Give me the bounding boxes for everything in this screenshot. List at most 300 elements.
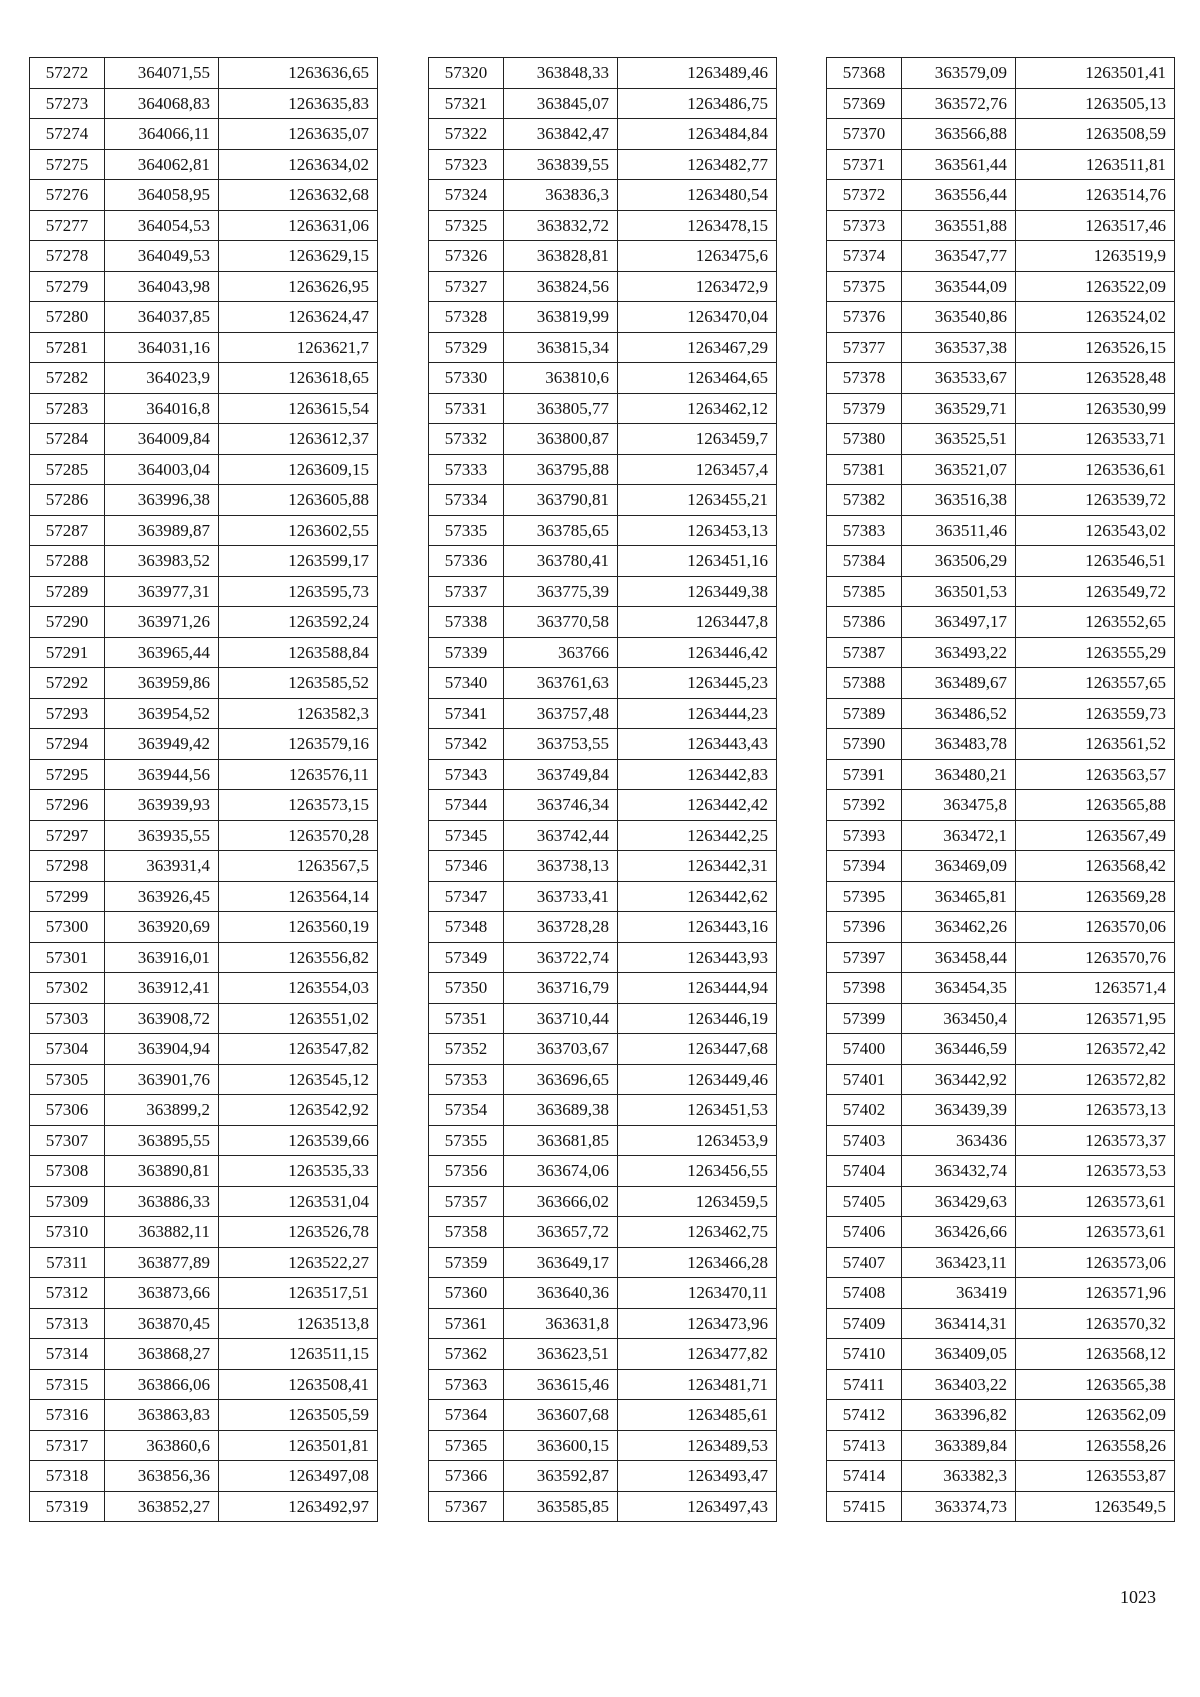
y-coordinate-cell: 1263467,29 bbox=[618, 332, 777, 363]
x-coordinate-cell: 363419 bbox=[902, 1278, 1016, 1309]
y-coordinate-cell: 1263482,77 bbox=[618, 149, 777, 180]
point-number-cell: 57336 bbox=[429, 546, 504, 577]
y-coordinate-cell: 1263442,83 bbox=[618, 759, 777, 790]
table-row bbox=[429, 1125, 777, 1156]
point-number-cell: 57391 bbox=[827, 759, 902, 790]
table-row bbox=[30, 790, 378, 821]
x-coordinate-cell: 363839,55 bbox=[504, 149, 618, 180]
x-coordinate-cell: 363649,17 bbox=[504, 1247, 618, 1278]
point-number-cell: 57400 bbox=[827, 1034, 902, 1065]
y-coordinate-cell: 1263511,15 bbox=[219, 1339, 378, 1370]
y-coordinate-cell: 1263588,84 bbox=[219, 637, 378, 668]
x-coordinate-cell: 363703,67 bbox=[504, 1034, 618, 1065]
x-coordinate-cell: 363710,44 bbox=[504, 1003, 618, 1034]
point-number-cell: 57294 bbox=[30, 729, 105, 760]
y-coordinate-cell: 1263481,71 bbox=[618, 1369, 777, 1400]
y-coordinate-cell: 1263635,07 bbox=[219, 119, 378, 150]
point-number-cell: 57367 bbox=[429, 1491, 504, 1522]
x-coordinate-cell: 363442,92 bbox=[902, 1064, 1016, 1095]
point-number-cell: 57311 bbox=[30, 1247, 105, 1278]
table-row bbox=[30, 88, 378, 119]
x-coordinate-cell: 363414,31 bbox=[902, 1308, 1016, 1339]
table-row bbox=[827, 180, 1175, 211]
table-row bbox=[827, 241, 1175, 272]
table-row bbox=[30, 1125, 378, 1156]
x-coordinate-cell: 363615,46 bbox=[504, 1369, 618, 1400]
point-number-cell: 57283 bbox=[30, 393, 105, 424]
y-coordinate-cell: 1263592,24 bbox=[219, 607, 378, 638]
x-coordinate-cell: 363795,88 bbox=[504, 454, 618, 485]
table-row bbox=[30, 1064, 378, 1095]
point-number-cell: 57344 bbox=[429, 790, 504, 821]
x-coordinate-cell: 363775,39 bbox=[504, 576, 618, 607]
x-coordinate-cell: 363436 bbox=[902, 1125, 1016, 1156]
table-row bbox=[827, 1156, 1175, 1187]
y-coordinate-cell: 1263444,94 bbox=[618, 973, 777, 1004]
table-row bbox=[30, 912, 378, 943]
table-row bbox=[429, 1491, 777, 1522]
x-coordinate-cell: 363556,44 bbox=[902, 180, 1016, 211]
x-coordinate-cell: 363824,56 bbox=[504, 271, 618, 302]
point-number-cell: 57296 bbox=[30, 790, 105, 821]
table-row bbox=[30, 1217, 378, 1248]
point-number-cell: 57277 bbox=[30, 210, 105, 241]
table-row bbox=[429, 973, 777, 1004]
table-row bbox=[827, 1186, 1175, 1217]
y-coordinate-cell: 1263497,43 bbox=[618, 1491, 777, 1522]
y-coordinate-cell: 1263562,09 bbox=[1016, 1400, 1175, 1431]
x-coordinate-cell: 363493,22 bbox=[902, 637, 1016, 668]
y-coordinate-cell: 1263449,46 bbox=[618, 1064, 777, 1095]
x-coordinate-cell: 363566,88 bbox=[902, 119, 1016, 150]
y-coordinate-cell: 1263621,7 bbox=[219, 332, 378, 363]
table-row bbox=[30, 58, 378, 89]
x-coordinate-cell: 363926,45 bbox=[105, 881, 219, 912]
table-row bbox=[827, 576, 1175, 607]
y-coordinate-cell: 1263535,33 bbox=[219, 1156, 378, 1187]
table-row bbox=[30, 393, 378, 424]
point-number-cell: 57404 bbox=[827, 1156, 902, 1187]
coordinates-table-1 bbox=[29, 57, 378, 1522]
x-coordinate-cell: 363409,05 bbox=[902, 1339, 1016, 1370]
point-number-cell: 57370 bbox=[827, 119, 902, 150]
y-coordinate-cell: 1263522,27 bbox=[219, 1247, 378, 1278]
y-coordinate-cell: 1263533,71 bbox=[1016, 424, 1175, 455]
table-row bbox=[827, 668, 1175, 699]
point-number-cell: 57409 bbox=[827, 1308, 902, 1339]
table-row bbox=[429, 1034, 777, 1065]
point-number-cell: 57353 bbox=[429, 1064, 504, 1095]
y-coordinate-cell: 1263484,84 bbox=[618, 119, 777, 150]
x-coordinate-cell: 363877,89 bbox=[105, 1247, 219, 1278]
point-number-cell: 57342 bbox=[429, 729, 504, 760]
x-coordinate-cell: 363852,27 bbox=[105, 1491, 219, 1522]
y-coordinate-cell: 1263568,12 bbox=[1016, 1339, 1175, 1370]
table-row bbox=[30, 119, 378, 150]
x-coordinate-cell: 364016,8 bbox=[105, 393, 219, 424]
point-number-cell: 57389 bbox=[827, 698, 902, 729]
x-coordinate-cell: 363623,51 bbox=[504, 1339, 618, 1370]
y-coordinate-cell: 1263514,76 bbox=[1016, 180, 1175, 211]
x-coordinate-cell: 363832,72 bbox=[504, 210, 618, 241]
y-coordinate-cell: 1263556,82 bbox=[219, 942, 378, 973]
x-coordinate-cell: 363944,56 bbox=[105, 759, 219, 790]
y-coordinate-cell: 1263582,3 bbox=[219, 698, 378, 729]
point-number-cell: 57331 bbox=[429, 393, 504, 424]
x-coordinate-cell: 363996,38 bbox=[105, 485, 219, 516]
table-row bbox=[429, 546, 777, 577]
point-number-cell: 57382 bbox=[827, 485, 902, 516]
table-row bbox=[429, 1461, 777, 1492]
table-row bbox=[827, 88, 1175, 119]
table-row bbox=[30, 1186, 378, 1217]
x-coordinate-cell: 364009,84 bbox=[105, 424, 219, 455]
table-row bbox=[827, 1064, 1175, 1095]
table-row bbox=[30, 454, 378, 485]
y-coordinate-cell: 1263472,9 bbox=[618, 271, 777, 302]
point-number-cell: 57393 bbox=[827, 820, 902, 851]
y-coordinate-cell: 1263497,08 bbox=[219, 1461, 378, 1492]
table-row bbox=[827, 454, 1175, 485]
point-number-cell: 57395 bbox=[827, 881, 902, 912]
x-coordinate-cell: 363728,28 bbox=[504, 912, 618, 943]
table-row bbox=[827, 1278, 1175, 1309]
table-row bbox=[429, 515, 777, 546]
point-number-cell: 57273 bbox=[30, 88, 105, 119]
y-coordinate-cell: 1263485,61 bbox=[618, 1400, 777, 1431]
x-coordinate-cell: 363716,79 bbox=[504, 973, 618, 1004]
point-number-cell: 57303 bbox=[30, 1003, 105, 1034]
x-coordinate-cell: 363579,09 bbox=[902, 58, 1016, 89]
y-coordinate-cell: 1263561,52 bbox=[1016, 729, 1175, 760]
y-coordinate-cell: 1263524,02 bbox=[1016, 302, 1175, 333]
point-number-cell: 57310 bbox=[30, 1217, 105, 1248]
point-number-cell: 57383 bbox=[827, 515, 902, 546]
table-row bbox=[30, 1156, 378, 1187]
y-coordinate-cell: 1263599,17 bbox=[219, 546, 378, 577]
point-number-cell: 57390 bbox=[827, 729, 902, 760]
table-row bbox=[30, 881, 378, 912]
y-coordinate-cell: 1263505,13 bbox=[1016, 88, 1175, 119]
table-row bbox=[827, 1247, 1175, 1278]
point-number-cell: 57346 bbox=[429, 851, 504, 882]
x-coordinate-cell: 363989,87 bbox=[105, 515, 219, 546]
table-row bbox=[30, 271, 378, 302]
point-number-cell: 57343 bbox=[429, 759, 504, 790]
table-row bbox=[827, 1339, 1175, 1370]
table-row bbox=[30, 973, 378, 1004]
y-coordinate-cell: 1263635,83 bbox=[219, 88, 378, 119]
x-coordinate-cell: 363600,15 bbox=[504, 1430, 618, 1461]
y-coordinate-cell: 1263508,59 bbox=[1016, 119, 1175, 150]
y-coordinate-cell: 1263480,54 bbox=[618, 180, 777, 211]
table-row bbox=[30, 637, 378, 668]
x-coordinate-cell: 364023,9 bbox=[105, 363, 219, 394]
point-number-cell: 57358 bbox=[429, 1217, 504, 1248]
table-row bbox=[30, 607, 378, 638]
point-number-cell: 57319 bbox=[30, 1491, 105, 1522]
y-coordinate-cell: 1263470,11 bbox=[618, 1278, 777, 1309]
y-coordinate-cell: 1263508,41 bbox=[219, 1369, 378, 1400]
y-coordinate-cell: 1263526,15 bbox=[1016, 332, 1175, 363]
x-coordinate-cell: 363860,6 bbox=[105, 1430, 219, 1461]
x-coordinate-cell: 363544,09 bbox=[902, 271, 1016, 302]
x-coordinate-cell: 363458,44 bbox=[902, 942, 1016, 973]
table-row bbox=[30, 424, 378, 455]
point-number-cell: 57386 bbox=[827, 607, 902, 638]
table-row bbox=[827, 515, 1175, 546]
x-coordinate-cell: 363866,06 bbox=[105, 1369, 219, 1400]
point-number-cell: 57378 bbox=[827, 363, 902, 394]
x-coordinate-cell: 363486,52 bbox=[902, 698, 1016, 729]
y-coordinate-cell: 1263568,42 bbox=[1016, 851, 1175, 882]
x-coordinate-cell: 363971,26 bbox=[105, 607, 219, 638]
table-row bbox=[429, 302, 777, 333]
point-number-cell: 57292 bbox=[30, 668, 105, 699]
table-row bbox=[30, 759, 378, 790]
table-row bbox=[827, 424, 1175, 455]
table-row bbox=[30, 942, 378, 973]
y-coordinate-cell: 1263551,02 bbox=[219, 1003, 378, 1034]
y-coordinate-cell: 1263565,88 bbox=[1016, 790, 1175, 821]
x-coordinate-cell: 363607,68 bbox=[504, 1400, 618, 1431]
x-coordinate-cell: 363770,58 bbox=[504, 607, 618, 638]
y-coordinate-cell: 1263462,12 bbox=[618, 393, 777, 424]
table-row bbox=[827, 942, 1175, 973]
point-number-cell: 57309 bbox=[30, 1186, 105, 1217]
point-number-cell: 57334 bbox=[429, 485, 504, 516]
coordinates-table-3 bbox=[826, 57, 1175, 1522]
x-coordinate-cell: 364043,98 bbox=[105, 271, 219, 302]
point-number-cell: 57284 bbox=[30, 424, 105, 455]
y-coordinate-cell: 1263542,92 bbox=[219, 1095, 378, 1126]
x-coordinate-cell: 363868,27 bbox=[105, 1339, 219, 1370]
y-coordinate-cell: 1263442,62 bbox=[618, 881, 777, 912]
y-coordinate-cell: 1263560,19 bbox=[219, 912, 378, 943]
point-number-cell: 57288 bbox=[30, 546, 105, 577]
table-row bbox=[429, 119, 777, 150]
y-coordinate-cell: 1263446,42 bbox=[618, 637, 777, 668]
point-number-cell: 57369 bbox=[827, 88, 902, 119]
table-row bbox=[30, 851, 378, 882]
table-row bbox=[429, 912, 777, 943]
y-coordinate-cell: 1263572,42 bbox=[1016, 1034, 1175, 1065]
table-row bbox=[30, 1003, 378, 1034]
y-coordinate-cell: 1263513,8 bbox=[219, 1308, 378, 1339]
y-coordinate-cell: 1263449,38 bbox=[618, 576, 777, 607]
table-row bbox=[827, 1369, 1175, 1400]
table-row bbox=[429, 668, 777, 699]
table-row bbox=[30, 210, 378, 241]
point-number-cell: 57285 bbox=[30, 454, 105, 485]
point-number-cell: 57274 bbox=[30, 119, 105, 150]
x-coordinate-cell: 363640,36 bbox=[504, 1278, 618, 1309]
x-coordinate-cell: 363983,52 bbox=[105, 546, 219, 577]
x-coordinate-cell: 363819,99 bbox=[504, 302, 618, 333]
y-coordinate-cell: 1263459,5 bbox=[618, 1186, 777, 1217]
point-number-cell: 57411 bbox=[827, 1369, 902, 1400]
point-number-cell: 57373 bbox=[827, 210, 902, 241]
point-number-cell: 57348 bbox=[429, 912, 504, 943]
y-coordinate-cell: 1263563,57 bbox=[1016, 759, 1175, 790]
table-row bbox=[827, 1003, 1175, 1034]
point-number-cell: 57302 bbox=[30, 973, 105, 1004]
x-coordinate-cell: 363920,69 bbox=[105, 912, 219, 943]
x-coordinate-cell: 364049,53 bbox=[105, 241, 219, 272]
point-number-cell: 57407 bbox=[827, 1247, 902, 1278]
point-number-cell: 57278 bbox=[30, 241, 105, 272]
x-coordinate-cell: 364003,04 bbox=[105, 454, 219, 485]
point-number-cell: 57299 bbox=[30, 881, 105, 912]
point-number-cell: 57414 bbox=[827, 1461, 902, 1492]
y-coordinate-cell: 1263573,61 bbox=[1016, 1217, 1175, 1248]
x-coordinate-cell: 363561,44 bbox=[902, 149, 1016, 180]
x-coordinate-cell: 363810,6 bbox=[504, 363, 618, 394]
x-coordinate-cell: 363506,29 bbox=[902, 546, 1016, 577]
point-number-cell: 57275 bbox=[30, 149, 105, 180]
table-row bbox=[30, 1430, 378, 1461]
table-row bbox=[429, 363, 777, 394]
table-row bbox=[30, 1095, 378, 1126]
x-coordinate-cell: 363842,47 bbox=[504, 119, 618, 150]
table-row bbox=[429, 210, 777, 241]
table-row bbox=[30, 1369, 378, 1400]
y-coordinate-cell: 1263526,78 bbox=[219, 1217, 378, 1248]
y-coordinate-cell: 1263477,82 bbox=[618, 1339, 777, 1370]
table-row bbox=[30, 1461, 378, 1492]
y-coordinate-cell: 1263470,04 bbox=[618, 302, 777, 333]
y-coordinate-cell: 1263517,51 bbox=[219, 1278, 378, 1309]
x-coordinate-cell: 363785,65 bbox=[504, 515, 618, 546]
y-coordinate-cell: 1263567,5 bbox=[219, 851, 378, 882]
point-number-cell: 57345 bbox=[429, 820, 504, 851]
y-coordinate-cell: 1263570,32 bbox=[1016, 1308, 1175, 1339]
y-coordinate-cell: 1263570,06 bbox=[1016, 912, 1175, 943]
point-number-cell: 57322 bbox=[429, 119, 504, 150]
table-row bbox=[429, 454, 777, 485]
table-row bbox=[827, 729, 1175, 760]
x-coordinate-cell: 363916,01 bbox=[105, 942, 219, 973]
point-number-cell: 57317 bbox=[30, 1430, 105, 1461]
y-coordinate-cell: 1263624,47 bbox=[219, 302, 378, 333]
y-coordinate-cell: 1263631,06 bbox=[219, 210, 378, 241]
point-number-cell: 57321 bbox=[429, 88, 504, 119]
point-number-cell: 57351 bbox=[429, 1003, 504, 1034]
x-coordinate-cell: 363899,2 bbox=[105, 1095, 219, 1126]
x-coordinate-cell: 363462,26 bbox=[902, 912, 1016, 943]
table-row bbox=[429, 607, 777, 638]
y-coordinate-cell: 1263569,28 bbox=[1016, 881, 1175, 912]
x-coordinate-cell: 363501,53 bbox=[902, 576, 1016, 607]
table-row bbox=[429, 790, 777, 821]
point-number-cell: 57405 bbox=[827, 1186, 902, 1217]
point-number-cell: 57413 bbox=[827, 1430, 902, 1461]
y-coordinate-cell: 1263473,96 bbox=[618, 1308, 777, 1339]
point-number-cell: 57415 bbox=[827, 1491, 902, 1522]
table-row bbox=[827, 759, 1175, 790]
table-row bbox=[429, 241, 777, 272]
table-row bbox=[827, 698, 1175, 729]
table-row bbox=[30, 698, 378, 729]
table-row bbox=[827, 210, 1175, 241]
table-row bbox=[429, 149, 777, 180]
table-row bbox=[30, 1278, 378, 1309]
point-number-cell: 57372 bbox=[827, 180, 902, 211]
point-number-cell: 57300 bbox=[30, 912, 105, 943]
table-row bbox=[827, 851, 1175, 882]
point-number-cell: 57332 bbox=[429, 424, 504, 455]
point-number-cell: 57392 bbox=[827, 790, 902, 821]
x-coordinate-cell: 364071,55 bbox=[105, 58, 219, 89]
table-row bbox=[827, 790, 1175, 821]
y-coordinate-cell: 1263629,15 bbox=[219, 241, 378, 272]
point-number-cell: 57406 bbox=[827, 1217, 902, 1248]
point-number-cell: 57307 bbox=[30, 1125, 105, 1156]
table-row bbox=[827, 1217, 1175, 1248]
point-number-cell: 57399 bbox=[827, 1003, 902, 1034]
point-number-cell: 57287 bbox=[30, 515, 105, 546]
x-coordinate-cell: 363389,84 bbox=[902, 1430, 1016, 1461]
y-coordinate-cell: 1263447,8 bbox=[618, 607, 777, 638]
x-coordinate-cell: 363805,77 bbox=[504, 393, 618, 424]
y-coordinate-cell: 1263571,4 bbox=[1016, 973, 1175, 1004]
table-row bbox=[429, 1308, 777, 1339]
x-coordinate-cell: 363908,72 bbox=[105, 1003, 219, 1034]
point-number-cell: 57379 bbox=[827, 393, 902, 424]
x-coordinate-cell: 363959,86 bbox=[105, 668, 219, 699]
point-number-cell: 57365 bbox=[429, 1430, 504, 1461]
point-number-cell: 57371 bbox=[827, 149, 902, 180]
table-row bbox=[30, 149, 378, 180]
x-coordinate-cell: 363483,78 bbox=[902, 729, 1016, 760]
point-number-cell: 57295 bbox=[30, 759, 105, 790]
x-coordinate-cell: 363450,4 bbox=[902, 1003, 1016, 1034]
point-number-cell: 57282 bbox=[30, 363, 105, 394]
x-coordinate-cell: 363516,38 bbox=[902, 485, 1016, 516]
y-coordinate-cell: 1263522,09 bbox=[1016, 271, 1175, 302]
point-number-cell: 57387 bbox=[827, 637, 902, 668]
point-number-cell: 57308 bbox=[30, 1156, 105, 1187]
x-coordinate-cell: 363547,77 bbox=[902, 241, 1016, 272]
table-row bbox=[429, 58, 777, 89]
point-number-cell: 57352 bbox=[429, 1034, 504, 1065]
point-number-cell: 57361 bbox=[429, 1308, 504, 1339]
point-number-cell: 57276 bbox=[30, 180, 105, 211]
table-row bbox=[429, 729, 777, 760]
point-number-cell: 57298 bbox=[30, 851, 105, 882]
point-number-cell: 57357 bbox=[429, 1186, 504, 1217]
table-row bbox=[30, 820, 378, 851]
y-coordinate-cell: 1263442,42 bbox=[618, 790, 777, 821]
x-coordinate-cell: 363815,34 bbox=[504, 332, 618, 363]
x-coordinate-cell: 363901,76 bbox=[105, 1064, 219, 1095]
table-row bbox=[429, 1369, 777, 1400]
point-number-cell: 57366 bbox=[429, 1461, 504, 1492]
table-row bbox=[827, 1308, 1175, 1339]
table-row bbox=[827, 881, 1175, 912]
point-number-cell: 57384 bbox=[827, 546, 902, 577]
x-coordinate-cell: 364031,16 bbox=[105, 332, 219, 363]
x-coordinate-cell: 363856,36 bbox=[105, 1461, 219, 1492]
y-coordinate-cell: 1263571,95 bbox=[1016, 1003, 1175, 1034]
x-coordinate-cell: 363469,09 bbox=[902, 851, 1016, 882]
y-coordinate-cell: 1263451,53 bbox=[618, 1095, 777, 1126]
point-number-cell: 57316 bbox=[30, 1400, 105, 1431]
x-coordinate-cell: 363432,74 bbox=[902, 1156, 1016, 1187]
y-coordinate-cell: 1263517,46 bbox=[1016, 210, 1175, 241]
point-number-cell: 57290 bbox=[30, 607, 105, 638]
x-coordinate-cell: 363746,34 bbox=[504, 790, 618, 821]
